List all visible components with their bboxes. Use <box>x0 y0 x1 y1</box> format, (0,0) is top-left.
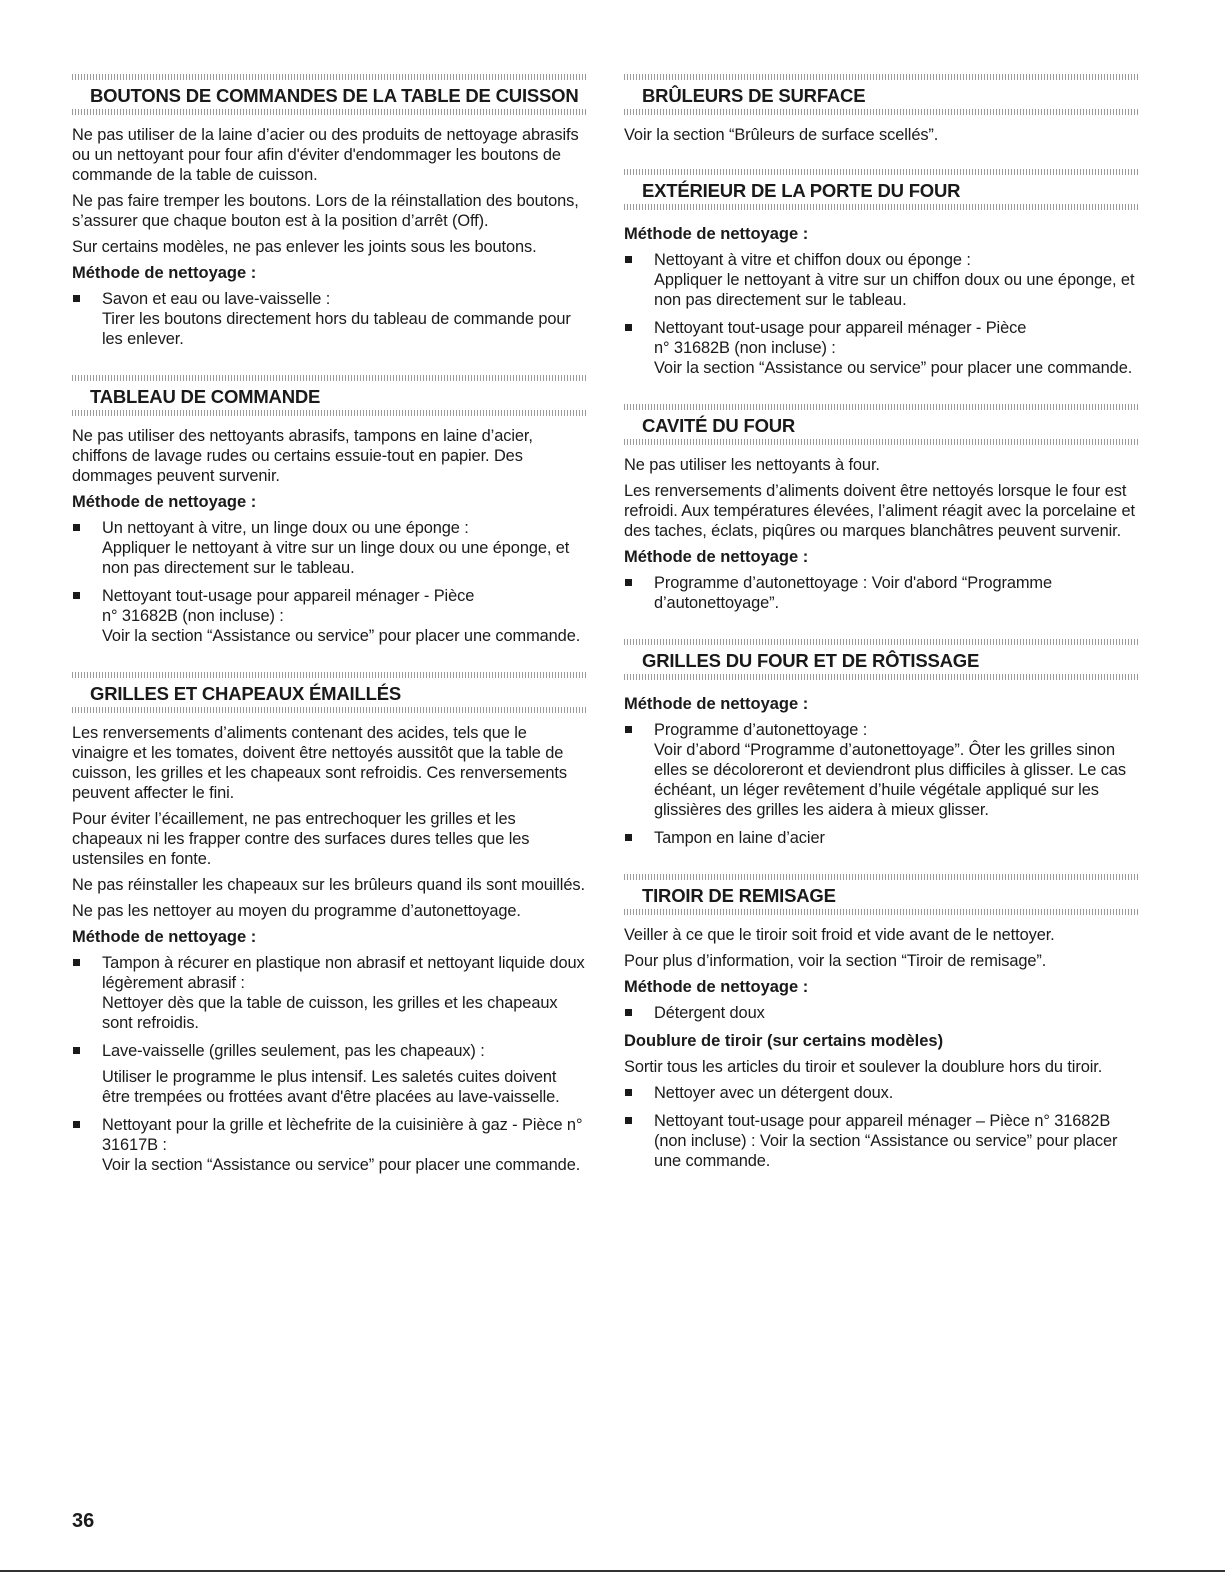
paragraph: Les renversements d’aliments doivent être nettoyés lorsque le four est refroidi. Aux températures élevées, l’aliment réagit avec la porcelaine et des taches, éclats, piqûres ou marques blanchâtres peuvent survenir. <box>624 482 1135 540</box>
paragraph: Ne pas utiliser des nettoyants abrasifs, tampons en laine d’acier, chiffons de lavage rudes ou certains essuie-tout en papier. Des dommages peuvent survenir. <box>72 427 533 485</box>
list-item-detail: Nettoyer dès que la table de cuisson, les grilles et les chapeaux sont refroidis. <box>102 994 558 1032</box>
left-column <box>72 74 587 1201</box>
method-heading: Méthode de nettoyage : <box>624 548 809 566</box>
section-cooktop-knobs <box>72 74 587 371</box>
list-item <box>624 318 1139 378</box>
list-item <box>624 828 1139 848</box>
list-item-title: Nettoyant à vitre et chiffon doux ou éponge : <box>654 251 971 269</box>
section-heading: GRILLES DU FOUR ET DE RÔTISSAGE <box>642 650 980 671</box>
paragraph: Veiller à ce que le tiroir soit froid et vide avant de le nettoyer. <box>624 926 1055 944</box>
paragraph: Sur certains modèles, ne pas enlever les joints sous les boutons. <box>72 238 537 256</box>
method-list <box>624 250 1139 378</box>
list-item <box>624 1083 1139 1103</box>
list-item-title: Nettoyant tout-usage pour appareil ménager - Pièce <box>102 587 475 605</box>
method-list <box>72 953 587 1175</box>
method-heading: Méthode de nettoyage : <box>624 978 809 996</box>
paragraph: Ne pas les nettoyer au moyen du programme d’autonettoyage. <box>72 902 521 920</box>
method-heading: Méthode de nettoyage : <box>72 928 257 946</box>
list-item <box>624 720 1139 820</box>
list-item <box>624 1111 1139 1171</box>
subheading-drawer-liner: Doublure de tiroir (sur certains modèles) <box>624 1032 944 1050</box>
paragraph: Voir la section “Brûleurs de surface scellés”. <box>624 126 939 144</box>
page-bottom-border <box>0 1570 1225 1572</box>
section-heading: BOUTONS DE COMMANDES DE LA TABLE DE CUISSON <box>90 85 579 106</box>
list-item-title: Lave-vaisselle (grilles seulement, pas les chapeaux) : <box>102 1042 485 1060</box>
list-item-detail: Appliquer le nettoyant à vitre sur un chiffon doux ou une éponge, et non pas directement sur le tableau. <box>654 271 1135 309</box>
paragraph: Pour éviter l’écaillement, ne pas entrechoquer les grilles et les chapeaux ni les frapper contre des surfaces dures telles que les ustensiles en fonte. <box>72 810 530 868</box>
list-item <box>72 953 587 1033</box>
section-surface-burners <box>624 74 1139 165</box>
list-item-detail: Voir la section “Assistance ou service” pour placer une commande. <box>102 1156 581 1174</box>
paragraph: Ne pas réinstaller les chapeaux sur les brûleurs quand ils sont mouillés. <box>72 876 585 894</box>
list-item-title: Programme d’autonettoyage : <box>654 721 868 739</box>
list-item-detail: Voir la section “Assistance ou service” pour placer une commande. <box>654 359 1133 377</box>
section-storage-drawer <box>624 874 1139 1193</box>
list-item-title: Programme d’autonettoyage : Voir d'abord “Programme d’autonettoyage”. <box>654 574 1052 612</box>
method-list <box>72 518 587 646</box>
list-item-title: Nettoyant pour la grille et lèchefrite de la cuisinière à gaz - Pièce n° 31617B : <box>102 1116 583 1154</box>
section-heading: TABLEAU DE COMMANDE <box>90 386 321 407</box>
section-heading: EXTÉRIEUR DE LA PORTE DU FOUR <box>642 180 961 201</box>
right-column <box>624 74 1139 1197</box>
section-heading: TIROIR DE REMISAGE <box>642 885 836 906</box>
section-oven-door-exterior <box>624 169 1139 400</box>
list-item-title: Un nettoyant à vitre, un linge doux ou une éponge : <box>102 519 469 537</box>
list-item <box>624 1003 1139 1023</box>
list-item-title: Détergent doux <box>654 1004 765 1022</box>
list-item <box>624 573 1139 613</box>
list-item-title: Tampon en laine d’acier <box>654 829 825 847</box>
list-item <box>72 1115 587 1175</box>
list-item-detail: Utiliser le programme le plus intensif. Les saletés cuites doivent être trempées ou frottées avant d'être placées au lave-vaisselle. <box>102 1068 560 1106</box>
list-item-title: Nettoyant tout-usage pour appareil ménager - Pièce <box>654 319 1027 337</box>
method-list <box>624 573 1139 613</box>
list-item <box>72 518 587 578</box>
list-item-title: Savon et eau ou lave-vaisselle : <box>102 290 331 308</box>
method-list <box>72 289 587 349</box>
paragraph: Sortir tous les articles du tiroir et soulever la doublure hors du tiroir. <box>624 1058 1103 1076</box>
list-item-detail: Voir la section “Assistance ou service” pour placer une commande. <box>102 627 581 645</box>
paragraph: Ne pas faire tremper les boutons. Lors de la réinstallation des boutons, s’assurer que chaque bouton est à la position d’arrêt (Off). <box>72 192 579 230</box>
method-heading: Méthode de nettoyage : <box>72 493 257 511</box>
section-heading: BRÛLEURS DE SURFACE <box>642 85 866 106</box>
section-heading: GRILLES ET CHAPEAUX ÉMAILLÉS <box>90 683 401 704</box>
page-number: 36 <box>72 1510 95 1532</box>
section-oven-racks <box>624 639 1139 870</box>
method-list <box>624 1003 1139 1023</box>
paragraph: Les renversements d’aliments contenant des acides, tels que le vinaigre et les tomates, doivent être nettoyés aussitôt que la table de cuisson, les grilles et les chapeaux sont refroidis. Ces renversements peuvent affecter le fini. <box>72 724 567 802</box>
section-oven-cavity <box>624 404 1139 635</box>
list-item-part: n° 31682B (non incluse) : <box>654 339 836 357</box>
list-item-title: Nettoyer avec un détergent doux. <box>654 1084 894 1102</box>
list-item <box>624 250 1139 310</box>
method-heading: Méthode de nettoyage : <box>624 225 809 243</box>
list-item <box>72 586 587 646</box>
method-list <box>624 720 1139 848</box>
method-list <box>624 1083 1139 1171</box>
list-item-detail: Tirer les boutons directement hors du tableau de commande pour les enlever. <box>102 310 571 348</box>
list-item <box>72 289 587 349</box>
section-control-panel <box>72 375 587 668</box>
section-enamel-grates <box>72 672 587 1197</box>
list-item-title: Nettoyant tout-usage pour appareil ménager – Pièce n° 31682B (non incluse) : Voir la section “Assistance ou service” pour placer une commande. <box>654 1112 1118 1170</box>
list-item-part: n° 31682B (non incluse) : <box>102 607 284 625</box>
list-item <box>72 1041 587 1107</box>
list-item-detail: Voir d’abord “Programme d’autonettoyage”. Ôter les grilles sinon elles se décoloreront et deviendront plus difficiles à glisser. Le cas échéant, un léger revêtement d’huile végétale appliqué sur les glissières des grilles les aidera à mieux glisser. <box>654 741 1126 819</box>
paragraph: Ne pas utiliser de la laine d’acier ou des produits de nettoyage abrasifs ou un nettoyant pour four afin d'éviter d'endommager les boutons de commande de la table de cuisson. <box>72 126 579 184</box>
method-heading: Méthode de nettoyage : <box>72 264 257 282</box>
paragraph: Ne pas utiliser les nettoyants à four. <box>624 456 880 474</box>
method-heading: Méthode de nettoyage : <box>624 695 809 713</box>
section-heading: CAVITÉ DU FOUR <box>642 415 796 436</box>
paragraph: Pour plus d’information, voir la section “Tiroir de remisage”. <box>624 952 1047 970</box>
list-item-title: Tampon à récurer en plastique non abrasif et nettoyant liquide doux légèrement abrasif : <box>102 954 585 992</box>
list-item-detail: Appliquer le nettoyant à vitre sur un linge doux ou une éponge, et non pas directement sur le tableau. <box>102 539 570 577</box>
